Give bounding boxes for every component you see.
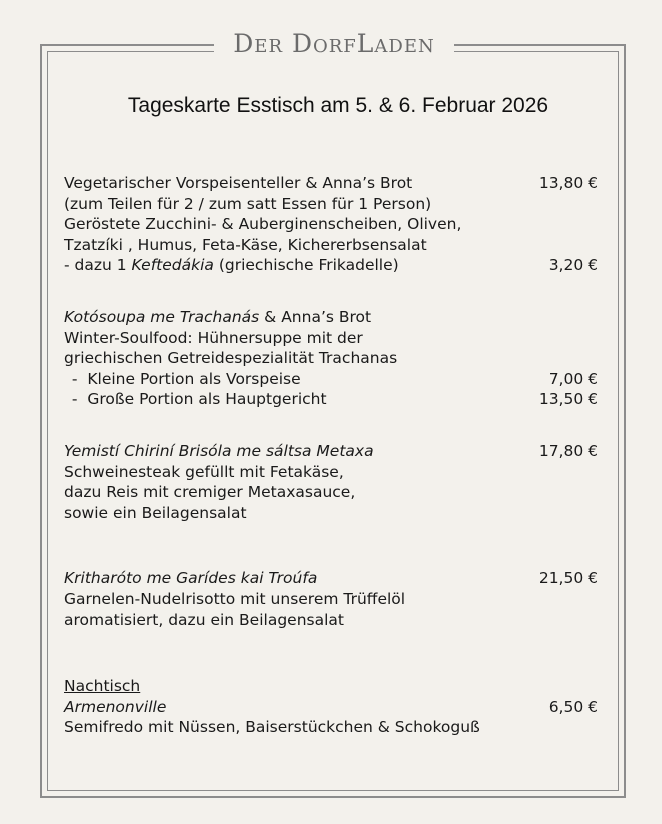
item-extra-price: 3,20 € [548,256,598,275]
menu-item-brisola [64,441,598,523]
item-description: Geröstete Zucchini- & Auberginenscheiben, Oliven, [64,215,462,234]
item-description: Tzatzíki , Humus, Feta-Käse, Kichererbsensalat [64,235,427,254]
item-description: Semifredo mit Nüssen, Baiserstückchen & Schokoguß [64,718,480,737]
item-name: Yemistí Chiriní Brisóla me sáltsa Metaxa [64,441,374,460]
dessert-heading: Nachtisch [64,677,141,696]
item-price: 13,80 € [538,174,598,192]
item-name: Kritharóto me Garídes kai Troúfa [64,569,318,588]
item-description: griechischen Getreidespezialität Trachanas [64,349,398,368]
item-extra [64,255,518,276]
menu-option-row [64,389,598,410]
item-extra-italic: Keftedákia [131,256,214,275]
page-title: Tageskarte Esstisch am 5. & 6. Februar 2026 [127,94,549,117]
menu-item-kritharoto [64,568,598,630]
menu-item-dessert [64,676,598,738]
item-name: Vegetarischer Vorspeisenteller & Anna’s Brot [64,174,413,192]
item-name-suffix: & Anna’s Brot [259,307,372,326]
item-name-italic: Kotósoupa me Trachanás [64,307,260,326]
item-description: Garnelen-Nudelrisotto mit unserem Trüffelöl [64,589,406,608]
menu-list [64,173,598,738]
option-small-price: 7,00 € [548,369,598,388]
item-description: aromatisiert, dazu ein Beilagensalat [64,610,344,629]
item-extra-prefix: - dazu 1 [64,256,132,275]
option-large-price: 13,50 € [538,390,598,409]
item-description: dazu Reis mit cremiger Metaxasauce, [64,483,356,502]
item-price: 6,50 € [548,697,598,716]
item-extra-suffix: (griechische Frikadelle) [213,256,399,275]
item-description: Schweinesteak gefüllt mit Fetakäse, [64,462,344,481]
item-description: sowie ein Beilagensalat [64,503,247,522]
item-name: Armenonville [64,697,167,716]
option-small: - Kleine Portion als Vorspeise [67,369,301,388]
menu-item-vorspeisenteller [64,173,598,276]
item-description: Winter-Soulfood: Hühnersuppe mit der [64,328,363,347]
logo: Der DorfLaden [214,26,454,62]
menu-item-row [64,173,598,194]
item-note: (zum Teilen für 2 / zum satt Essen für 1 Person) [64,194,432,213]
menu-item-kotosoupa [64,307,598,410]
item-price: 17,80 € [538,441,598,460]
item-name [64,307,598,328]
menu-option-row [64,369,598,390]
item-price: 21,50 € [538,569,598,588]
option-large: - Große Portion als Hauptgericht [67,390,327,409]
menu-item-row [64,255,598,276]
